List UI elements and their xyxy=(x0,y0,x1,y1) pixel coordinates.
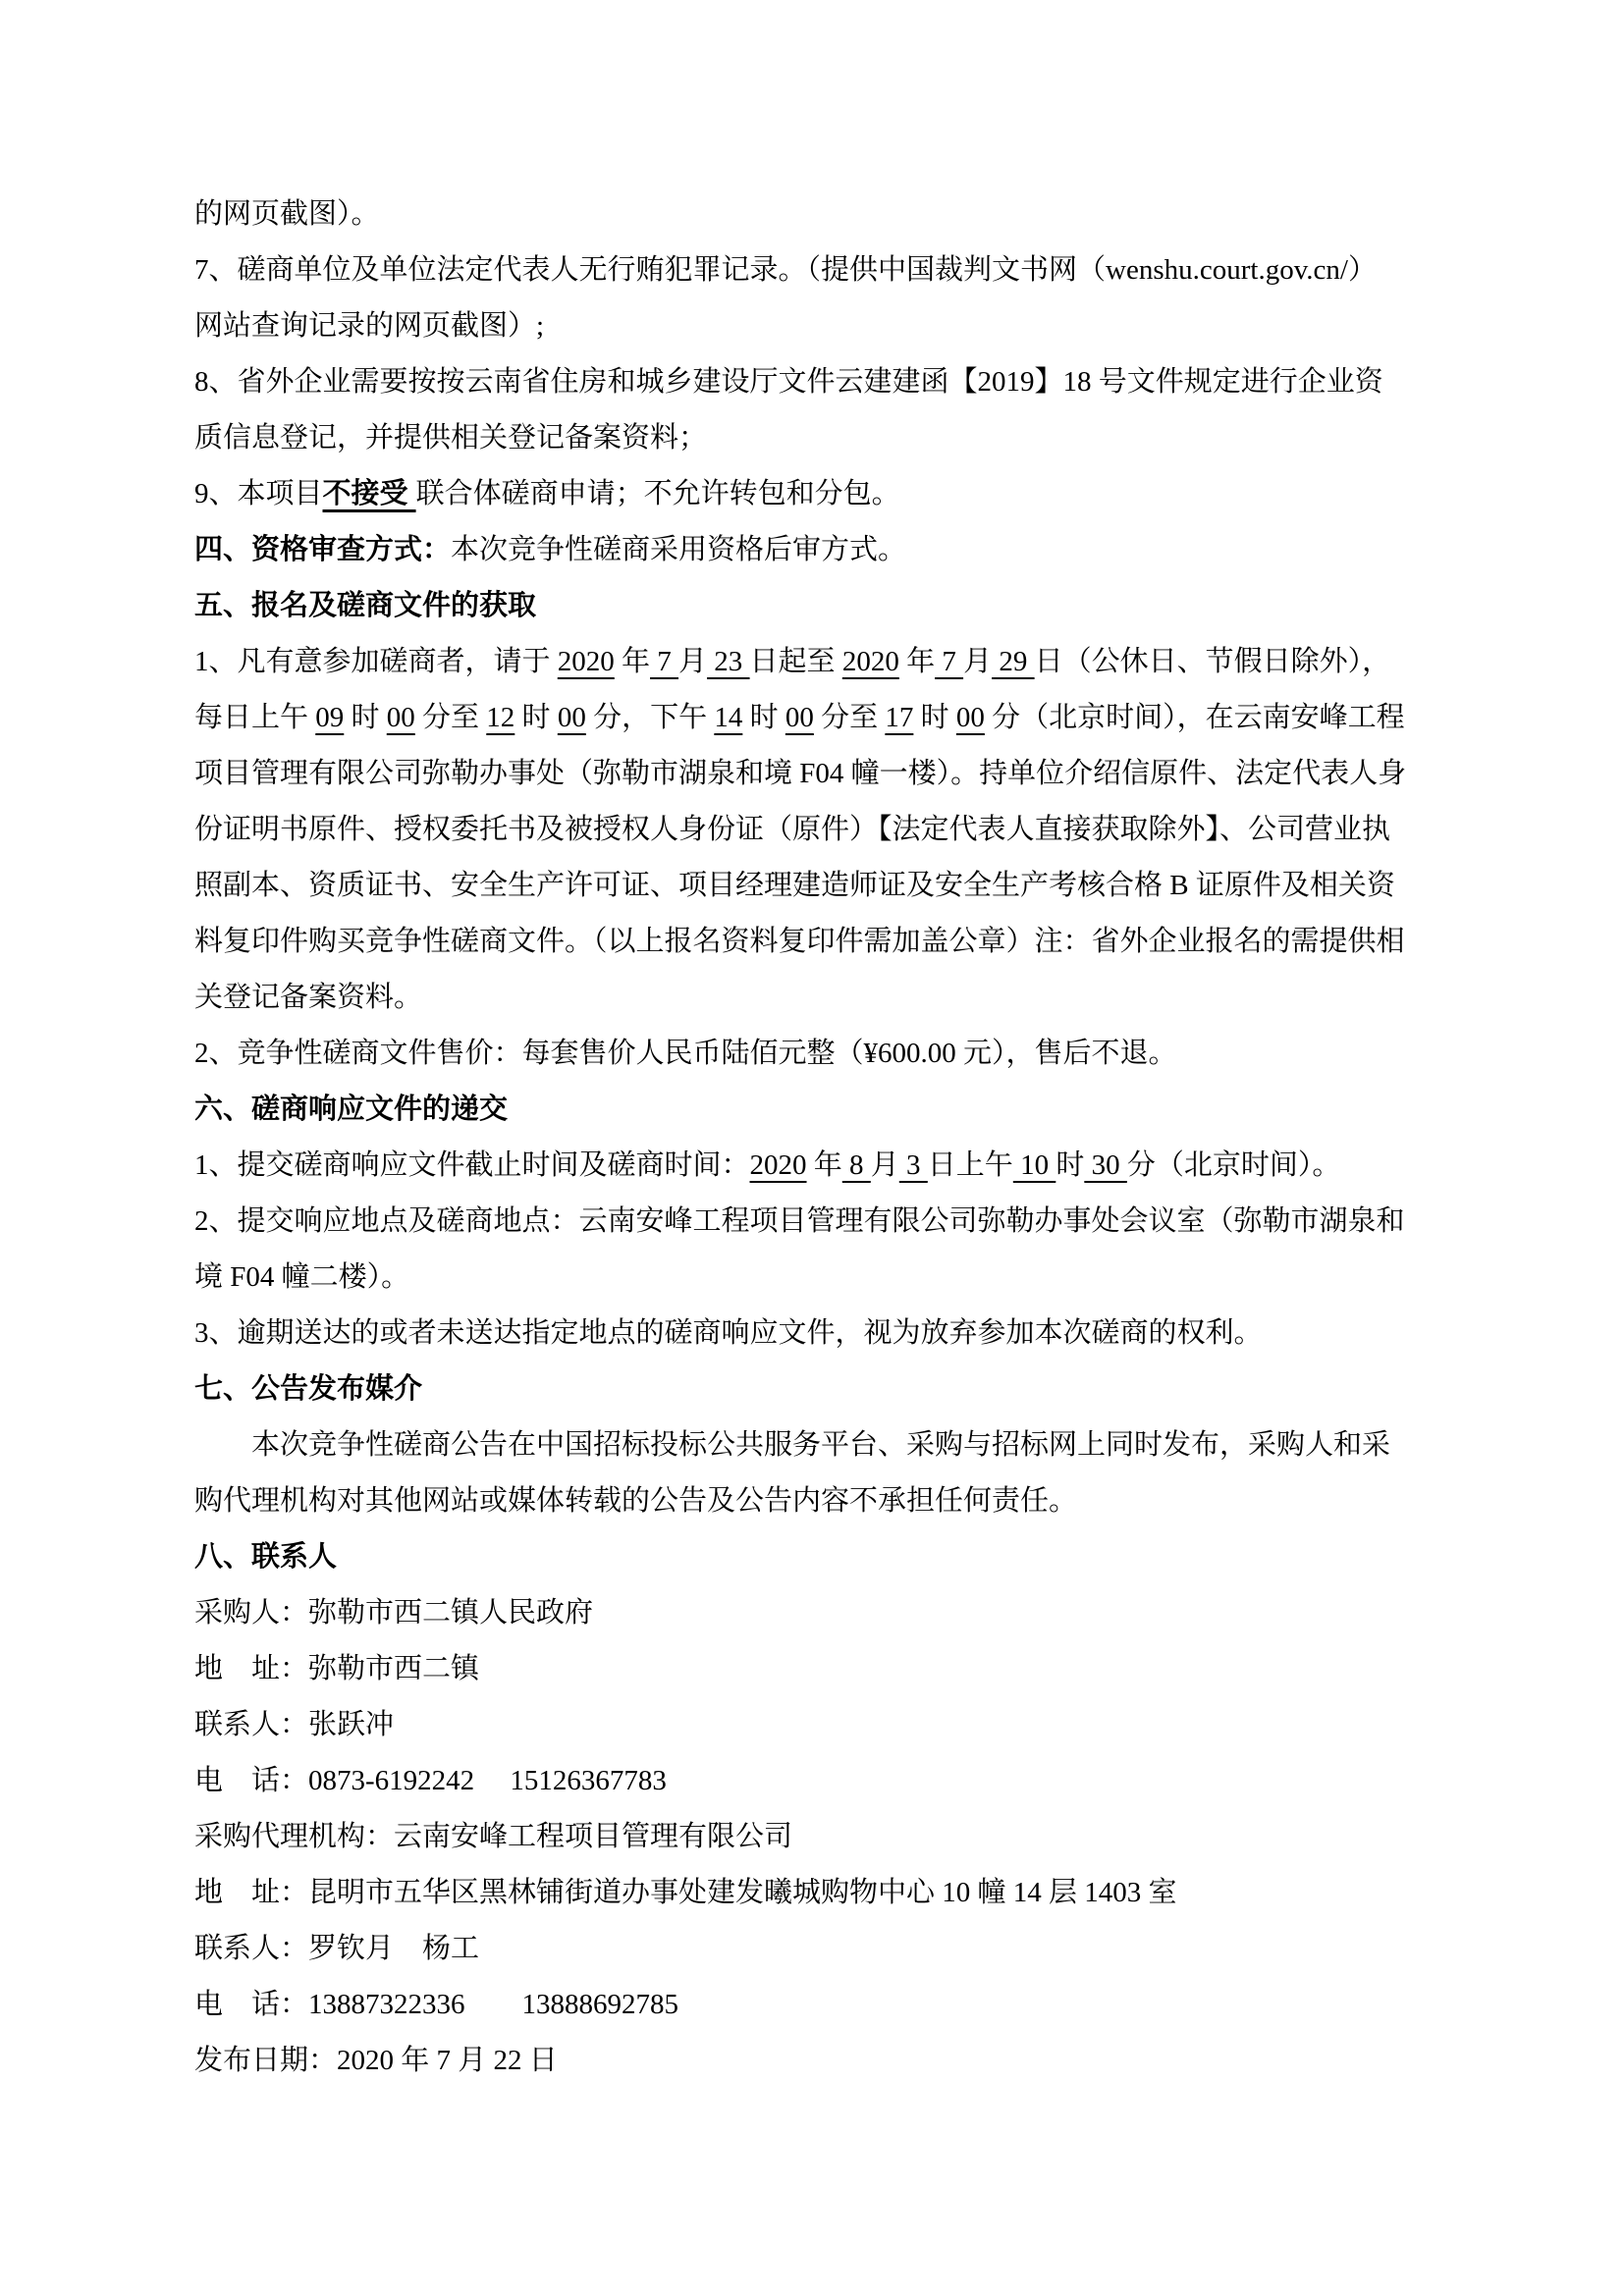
item-6-2-continuation: 境 F04 幢二楼）。 xyxy=(194,1261,410,1293)
underlined-day: 23 xyxy=(707,646,750,677)
underlined-month: 8 xyxy=(841,1149,871,1181)
contact-agency-name: 采购代理机构：云南安峰工程项目管理有限公司 xyxy=(194,1821,793,1852)
text-segment: 日上午 xyxy=(927,1149,1013,1181)
text-segment: 时 xyxy=(1056,1149,1085,1181)
text-segment: 时 xyxy=(344,702,387,733)
item-5-1-continuation-5: 关登记备案资料。 xyxy=(194,982,423,1013)
text-segment: 分（北京时间），在云南安峰工程 xyxy=(984,702,1405,733)
text-segment: 1、提交磋商响应文件截止时间及磋商时间： xyxy=(194,1149,750,1181)
item-5-1-signup-dates xyxy=(194,634,1441,690)
text-segment: 年 xyxy=(614,646,651,677)
publish-date: 发布日期：2020 年 7 月 22 日 xyxy=(194,2045,558,2076)
item-7-no-bribery-record: 7、磋商单位及单位法定代表人无行贿犯罪记录。（提供中国裁判文书网（wenshu.court.gov.cn/） xyxy=(194,254,1377,286)
item-5-1-continuation-4: 料复印件购买竞争性磋商文件。（以上报名资料复印件需加盖公章）注：省外企业报名的需提供相 xyxy=(194,926,1405,957)
item-8-continuation: 质信息登记，并提供相关登记备案资料； xyxy=(194,422,708,454)
text-segment: 本次竞争性磋商采用资格后审方式。 xyxy=(451,534,907,565)
text-segment: 分至 xyxy=(414,702,487,733)
section-4-qualification-review xyxy=(194,522,1441,578)
text-segment: 日（公休日、节假日除外）， xyxy=(1034,646,1391,677)
item-6-2-submission-location: 2、提交响应地点及磋商地点：云南安峰工程项目管理有限公司弥勒办事处会议室（弥勒市湖泉和 xyxy=(194,1205,1405,1237)
section-7-body-2: 购代理机构对其他网站或媒体转载的公告及公告内容不承担任何责任。 xyxy=(194,1485,1078,1517)
text-segment: 分，下午 xyxy=(585,702,715,733)
underlined-minute: 00 xyxy=(785,702,814,733)
text-segment: 1、凡有意参加磋商者，请于 xyxy=(194,646,558,677)
text-segment: 年 xyxy=(898,646,936,677)
section-4-heading: 四、资格审查方式： xyxy=(194,534,452,565)
underlined-year: 2020 xyxy=(557,646,615,677)
underlined-month: 7 xyxy=(935,646,964,677)
text-segment: 每日上午 xyxy=(194,702,316,733)
text-segment: 时 xyxy=(742,702,785,733)
item-8-out-of-province-filing: 8、省外企业需要按按云南省住房和城乡建设厅文件云建建函【2019】18 号文件规定进行企业资 xyxy=(194,366,1383,398)
underlined-minute: 00 xyxy=(386,702,415,733)
item-5-1-continuation-1: 项目管理有限公司弥勒办事处（弥勒市湖泉和境 F04 幢一楼）。持单位介绍信原件、法定代表人身 xyxy=(194,758,1407,789)
section-7-heading: 七、公告发布媒介 xyxy=(194,1373,423,1405)
underlined-year: 2020 xyxy=(749,1149,807,1181)
contact-agency-address: 地 址：昆明市五华区黑林铺街道办事处建发曦城购物中心 10 幢 14 层 1403 室 xyxy=(194,1877,1177,1908)
item-5-1-continuation-2: 份证明书原件、授权委托书及被授权人身份证（原件）【法定代表人直接获取除外】、公司营业执 xyxy=(194,814,1391,845)
underlined-minute: 00 xyxy=(955,702,985,733)
item-5-1-signup-hours xyxy=(194,690,1441,746)
underlined-hour: 17 xyxy=(885,702,914,733)
text-segment: 分至 xyxy=(813,702,886,733)
text-segment: 年 xyxy=(806,1149,842,1181)
document-content xyxy=(194,187,1441,2089)
underlined-hour: 14 xyxy=(714,702,743,733)
item-5-2-document-price: 2、竞争性磋商文件售价：每套售价人民币陆佰元整（¥600.00 元），售后不退。 xyxy=(194,1038,1177,1069)
contact-purchaser-phone: 电 话：0873-6192242 15126367783 xyxy=(194,1765,667,1796)
contact-purchaser-name: 采购人：弥勒市西二镇人民政府 xyxy=(194,1597,594,1629)
text-segment: 日起至 xyxy=(749,646,842,677)
text-segment: 月 xyxy=(678,646,708,677)
underlined-hour: 10 xyxy=(1012,1149,1056,1181)
underlined-hour: 09 xyxy=(315,702,345,733)
contact-purchaser-person: 联系人：张跃冲 xyxy=(194,1709,395,1740)
section-7-body-1: 本次竞争性磋商公告在中国招标投标公共服务平台、采购与招标网上同时发布，采购人和采 xyxy=(194,1429,1391,1461)
underlined-year: 2020 xyxy=(841,646,899,677)
underlined-day: 3 xyxy=(898,1149,928,1181)
text-segment: 分（北京时间）。 xyxy=(1126,1149,1341,1181)
contact-agency-phone: 电 话：13887322336 13888692785 xyxy=(194,1989,679,2020)
item-7-continuation: 网站查询记录的网页截图）; xyxy=(194,310,545,342)
item-9-no-consortium xyxy=(194,466,1441,522)
item-5-1-continuation-3: 照副本、资质证书、安全生产许可证、项目经理建造师证及安全生产考核合格 B 证原件及相关资 xyxy=(194,870,1395,901)
section-6-heading: 六、磋商响应文件的递交 xyxy=(194,1094,509,1125)
line-webpage-screenshot-tail: 的网页截图）。 xyxy=(194,198,380,230)
underlined-day: 29 xyxy=(992,646,1035,677)
text-segment: 月 xyxy=(963,646,993,677)
item-6-3-late-delivery: 3、逾期送达的或者未送达指定地点的磋商响应文件，视为放弃参加本次磋商的权利。 xyxy=(194,1317,1263,1349)
text-segment: 时 xyxy=(514,702,558,733)
text-segment: 时 xyxy=(913,702,956,733)
contact-purchaser-address: 地 址：弥勒市西二镇 xyxy=(194,1653,480,1684)
text-segment: 联合体磋商申请；不允许转包和分包。 xyxy=(415,478,900,509)
underlined-hour: 12 xyxy=(486,702,515,733)
contact-agency-person: 联系人：罗钦月 杨工 xyxy=(194,1933,480,1964)
text-segment: 9、本项目 xyxy=(194,478,323,509)
text-segment: 月 xyxy=(870,1149,899,1181)
underlined-minute: 00 xyxy=(557,702,586,733)
underlined-month: 7 xyxy=(650,646,679,677)
underlined-minute: 30 xyxy=(1084,1149,1127,1181)
not-accepted-emphasis: 不接受 xyxy=(322,478,416,509)
item-6-1-submission-deadline xyxy=(194,1138,1441,1194)
section-8-heading: 八、联系人 xyxy=(194,1541,338,1573)
section-5-heading: 五、报名及磋商文件的获取 xyxy=(194,590,537,621)
